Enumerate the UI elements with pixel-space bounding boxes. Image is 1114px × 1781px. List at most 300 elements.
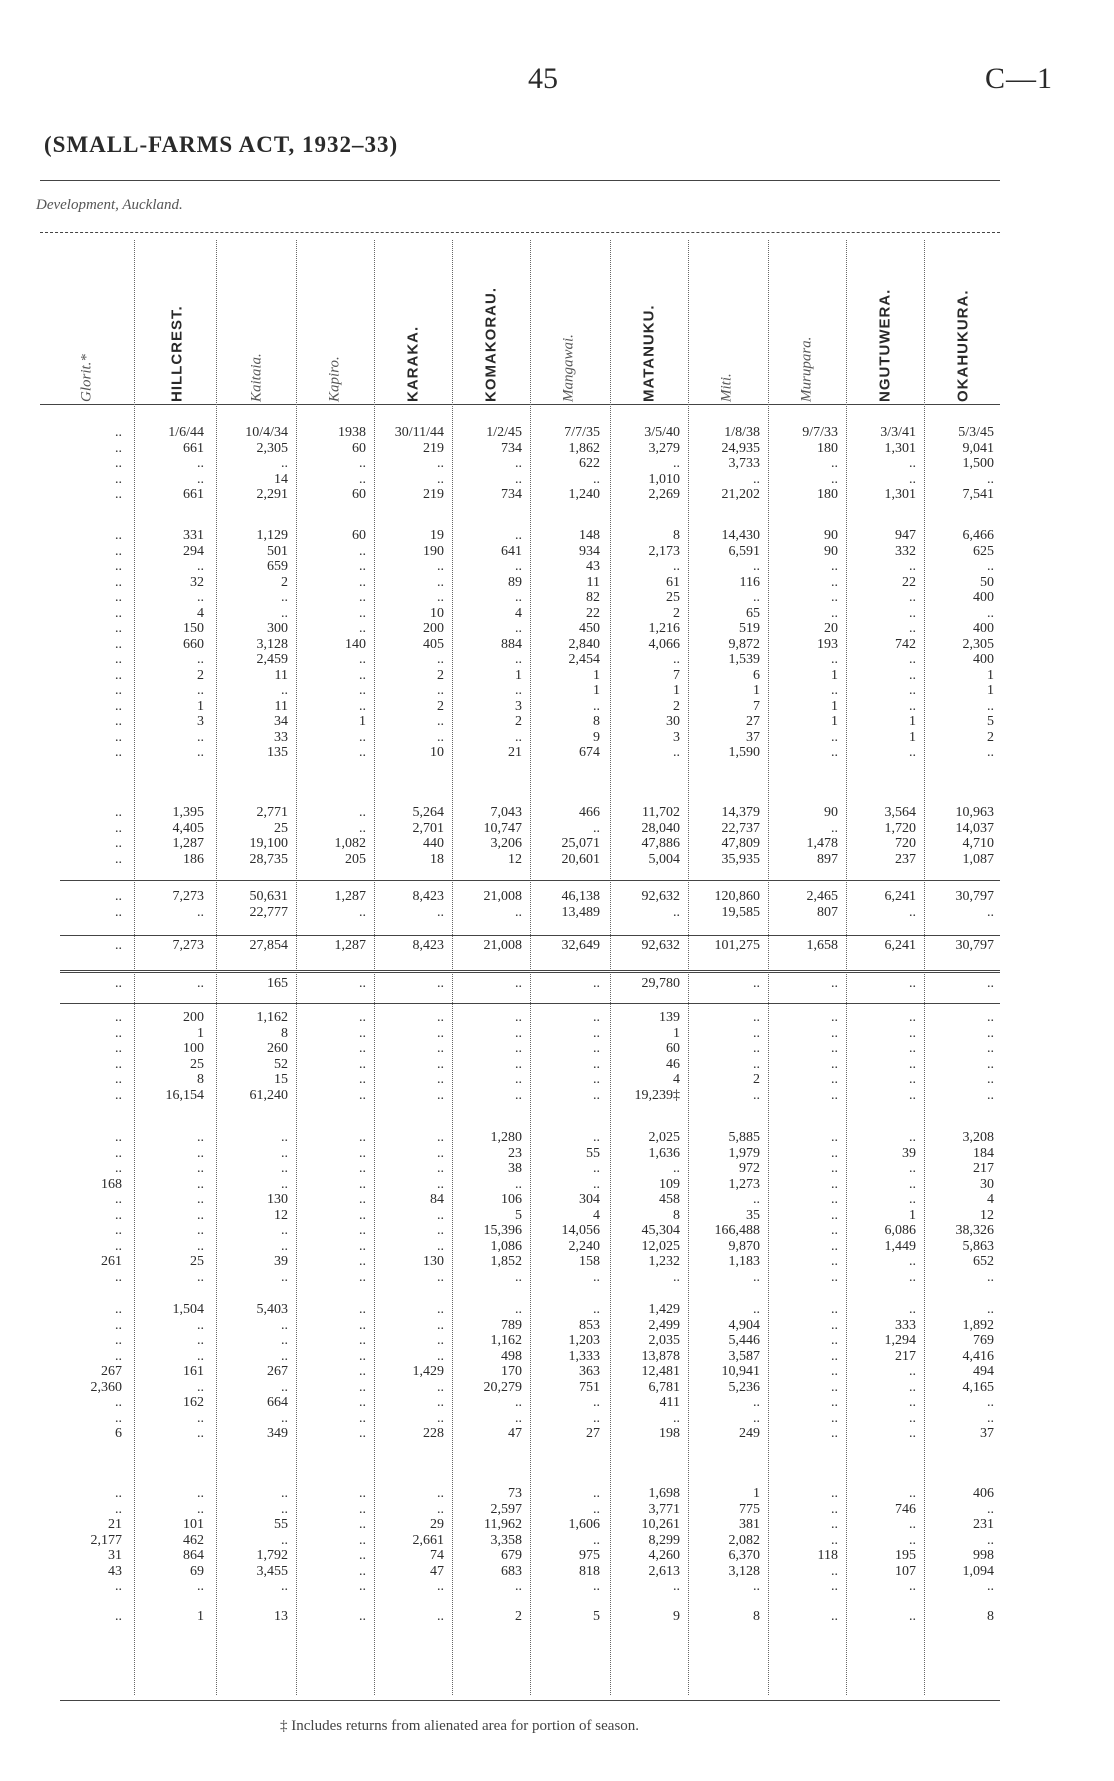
table-cell: 1,636 [648,1145,680,1161]
table-cell: .. [987,1056,994,1072]
table-cell: .. [197,1426,204,1441]
table-cell: .. [281,1532,288,1548]
table-cell: .. [515,1025,522,1041]
table-cell: .. [593,1410,600,1426]
table-cell: .. [359,1025,366,1041]
table-cell: .. [753,1410,760,1426]
table-cell: 14,379 [721,805,760,820]
table-cell: 1 [831,667,838,683]
table-cell: 2,597 [490,1501,522,1517]
column-heading-label: Glorit.* [78,354,95,402]
table-cell: .. [909,1041,916,1056]
table-cell: .. [831,1176,838,1192]
table-cell: 13,489 [561,904,600,920]
table-cell: 742 [895,636,916,652]
table-cell: .. [753,471,760,487]
table-cell: .. [359,1087,366,1103]
table-cell: .. [593,1161,600,1176]
table-cell: .. [831,1563,838,1579]
table-cell: .. [437,976,444,991]
table-cell: 148 [579,528,600,543]
table-cell: 4,260 [648,1548,680,1563]
table-cell: 5 [987,714,994,729]
table-cell: 120,860 [714,889,760,904]
table-cell: 8,299 [648,1532,680,1548]
table-cell: .. [831,1087,838,1103]
table-cell: .. [831,1041,838,1056]
table-cell: .. [437,714,444,729]
table-cell: .. [115,590,122,605]
table-cell: 8 [281,1025,288,1041]
table-cell: 46,138 [561,889,600,904]
table-cell: 193 [817,636,838,652]
table-cell: .. [359,1563,366,1579]
table-cell: 7,043 [490,805,522,820]
table-cell: .. [987,1302,994,1317]
table-cell: .. [909,605,916,621]
table-cell: 450 [579,621,600,636]
table-cell: 5,403 [256,1302,288,1317]
table-cell: 11,962 [484,1517,522,1532]
table-cell: .. [359,1379,366,1395]
table-cell: 884 [501,636,522,652]
table-cell: 24,935 [721,440,760,456]
table-cell: .. [359,574,366,590]
table-cell: 400 [973,590,994,605]
table-cell: 1,478 [806,836,838,851]
table-cell: 661 [183,487,204,502]
table-cell: 458 [659,1192,680,1207]
table-cell: .. [197,745,204,760]
table-cell: .. [115,889,122,904]
table-cell: .. [115,1302,122,1317]
table-cell: 47 [430,1563,444,1579]
table-cell: 28,735 [249,851,288,867]
table-cell: .. [359,1302,366,1317]
table-cell: .. [281,1238,288,1254]
table-cell: .. [909,1254,916,1269]
table-cell: 1 [909,714,916,729]
table-cell: 6,466 [962,528,994,543]
table-cell: .. [909,904,916,920]
table-cell: 92,632 [641,938,680,953]
column-heading [220,222,294,402]
table-cell: .. [909,745,916,760]
table-cell: .. [831,1161,838,1176]
table-cell: .. [515,1176,522,1192]
table-cell: .. [359,820,366,836]
page-reference: C—1 [985,62,1054,95]
table-cell: 13 [274,1609,288,1624]
table-cell: .. [281,1348,288,1364]
table-cell: .. [753,590,760,605]
table-cell: 28,040 [641,820,680,836]
table-cell: .. [437,1379,444,1395]
table-cell: .. [909,1025,916,1041]
table-cell: 1/6/44 [168,425,204,440]
table-cell: 9 [593,729,600,745]
table-cell: .. [909,1269,916,1285]
table-cell: 6,241 [884,938,916,953]
table-cell: .. [115,1348,122,1364]
total-rule [60,970,1000,973]
table-cell: .. [515,621,522,636]
table-cell: 10 [430,605,444,621]
header-bottom-rule [40,404,1000,405]
table-cell: 15 [274,1072,288,1087]
table-cell: 1,287 [334,938,366,953]
table-cell: 1,082 [334,836,366,851]
table-cell: .. [753,1192,760,1207]
table-cell: 162 [183,1395,204,1410]
table-cell: .. [831,1145,838,1161]
table-cell: .. [831,1238,838,1254]
column-heading [298,222,372,402]
table-cell: .. [909,1302,916,1317]
table-cell: 90 [824,543,838,559]
table-cell: .. [359,1161,366,1176]
table-cell: .. [673,1161,680,1176]
table-cell: 998 [973,1548,994,1563]
table-cell: 19,100 [249,836,288,851]
table-cell: 158 [579,1254,600,1269]
table-cell: .. [831,1501,838,1517]
table-cell: .. [197,1317,204,1333]
table-cell: .. [437,729,444,745]
table-cell: .. [359,1238,366,1254]
table-cell: 1,892 [962,1317,994,1333]
table-cell: 6,370 [728,1548,760,1563]
table-cell: .. [437,1025,444,1041]
table-cell: 25 [190,1056,204,1072]
table-cell: .. [115,1609,122,1624]
table-cell: 405 [423,636,444,652]
table-cell: 679 [501,1548,522,1563]
table-cell: 186 [183,851,204,867]
table-cell: 1/2/45 [486,425,522,440]
table-cell: 2 [753,1072,760,1087]
column-heading-label: Miti. [718,373,735,402]
table-cell: .. [909,471,916,487]
table-cell: .. [359,976,366,991]
table-cell: 3,206 [490,836,522,851]
table-cell: .. [359,1532,366,1548]
table-cell: 3,564 [884,805,916,820]
table-cell: .. [359,745,366,760]
table-cell: 260 [267,1041,288,1056]
table-cell: .. [197,729,204,745]
table-cell: .. [831,1579,838,1594]
table-cell: 45,304 [641,1223,680,1238]
table-cell: 7,273 [172,938,204,953]
table-cell: .. [753,1579,760,1594]
table-cell: .. [909,1532,916,1548]
table-cell: 9,041 [962,440,994,456]
table-cell: 27 [746,714,760,729]
table-cell: .. [831,1426,838,1441]
table-cell: 1 [831,714,838,729]
table-cell: 1 [987,667,994,683]
total-rule [60,880,1000,881]
table-cell: 1,287 [334,889,366,904]
table-cell: .. [359,1269,366,1285]
table-cell: 5,264 [412,805,444,820]
table-cell: 4 [593,1207,600,1223]
table-cell: .. [909,590,916,605]
table-cell: .. [115,1317,122,1333]
table-cell: .. [359,1501,366,1517]
table-cell: 3,208 [962,1130,994,1145]
table-cell: 219 [423,487,444,502]
column-heading-label: HILLCREST. [168,305,186,402]
table-cell: .. [115,1130,122,1145]
table-cell: 11 [274,667,288,683]
table-cell: 2,177 [90,1532,122,1548]
table-cell: .. [359,1548,366,1563]
table-cell: 170 [501,1364,522,1379]
table-cell: .. [197,652,204,667]
table-cell: 674 [579,745,600,760]
table-cell: .. [281,1269,288,1285]
table-cell: .. [115,1410,122,1426]
table-cell: .. [593,1486,600,1501]
table-cell: .. [115,683,122,698]
table-cell: .. [831,1207,838,1223]
table-cell: 1,395 [172,805,204,820]
table-cell: .. [197,1579,204,1594]
table-cell: .. [987,1410,994,1426]
table-cell: .. [987,1010,994,1025]
table-cell: 1,852 [490,1254,522,1269]
table-cell: 4 [197,605,204,621]
table-cell: .. [437,652,444,667]
table-cell: .. [115,1087,122,1103]
column-heading-label: KOMAKORAU. [482,287,500,402]
table-cell: 1,500 [962,456,994,471]
table-cell: 135 [267,745,288,760]
table-cell: 118 [817,1548,838,1563]
column-separator [134,240,135,1695]
table-cell: .. [359,1486,366,1501]
table-cell: 332 [895,543,916,559]
table-cell: .. [359,1145,366,1161]
column-separator [924,240,925,1695]
table-cell: .. [359,1010,366,1025]
table-cell: .. [909,1579,916,1594]
column-heading-label: OKAHUKURA. [954,289,972,402]
table-cell: .. [673,904,680,920]
column-separator [688,240,689,1695]
column-heading [770,222,844,402]
table-cell: 789 [501,1317,522,1333]
table-cell: 21,008 [483,889,522,904]
table-cell: .. [831,1517,838,1532]
table-cell: 5 [515,1207,522,1223]
table-cell: 972 [739,1161,760,1176]
table-cell: 1,590 [728,745,760,760]
table-cell: 1,539 [728,652,760,667]
table-cell: .. [281,1501,288,1517]
table-cell: 74 [430,1548,444,1563]
table-cell: 19,585 [721,904,760,920]
table-cell: .. [437,590,444,605]
table-cell: .. [437,1302,444,1317]
table-cell: .. [359,471,366,487]
table-cell: .. [593,1176,600,1192]
table-cell: .. [115,425,122,440]
table-cell: .. [197,1501,204,1517]
table-cell: .. [987,904,994,920]
table-cell: .. [115,652,122,667]
table-cell: .. [831,456,838,471]
table-cell: 1 [753,683,760,698]
table-cell: 217 [895,1348,916,1364]
table-cell: 22 [902,574,916,590]
column-heading [454,222,528,402]
table-cell: 625 [973,543,994,559]
table-cell: 349 [267,1426,288,1441]
table-cell: 2 [515,1609,522,1624]
table-cell: 2 [515,714,522,729]
table-cell: .. [115,1269,122,1285]
table-cell: .. [909,698,916,714]
table-cell: 3,279 [648,440,680,456]
table-cell: 219 [423,440,444,456]
table-cell: 4,710 [962,836,994,851]
table-cell: .. [593,1056,600,1072]
table-cell: 8 [753,1609,760,1624]
table-cell: .. [909,976,916,991]
table-cell: .. [831,1056,838,1072]
table-cell: .. [437,1176,444,1192]
table-cell: 37 [746,729,760,745]
footnote: ‡ Includes returns from alienated area for portion of season. [280,1718,640,1734]
table-cell: 92,632 [641,889,680,904]
table-cell: .. [437,1333,444,1348]
table-cell: 751 [579,1379,600,1395]
table-cell: .. [753,1395,760,1410]
table-cell: .. [593,1130,600,1145]
table-cell: .. [909,652,916,667]
table-cell: .. [359,1130,366,1145]
table-cell: 5,885 [728,1130,760,1145]
table-cell: 1 [593,667,600,683]
table-cell: 4 [987,1192,994,1207]
table-cell: .. [593,820,600,836]
table-cell: .. [197,1333,204,1348]
table-cell: 1 [197,698,204,714]
table-cell: .. [197,471,204,487]
table-cell: .. [987,1501,994,1517]
table-cell: 34 [274,714,288,729]
table-cell: .. [593,1269,600,1285]
table-cell: 10,261 [641,1517,680,1532]
table-cell: 6,781 [648,1379,680,1395]
table-cell: 55 [274,1517,288,1532]
table-cell: .. [281,1486,288,1501]
column-heading [848,222,922,402]
table-cell: 9,872 [728,636,760,652]
table-cell: 21 [108,1517,122,1532]
table-cell: .. [515,1056,522,1072]
table-cell: .. [515,976,522,991]
table-cell: 2,499 [648,1317,680,1333]
table-cell: 15,396 [483,1223,522,1238]
table-cell: 10,747 [483,820,522,836]
table-cell: .. [359,605,366,621]
table-cell: .. [909,559,916,574]
column-heading [690,222,764,402]
table-cell: .. [115,543,122,559]
table-cell: 50,631 [249,889,288,904]
table-cell: .. [593,1395,600,1410]
table-cell: 1,862 [568,440,600,456]
table-cell: 2,771 [256,805,288,820]
table-cell: 18 [430,851,444,867]
table-cell: .. [909,667,916,683]
table-cell: .. [515,528,522,543]
table-cell: .. [281,590,288,605]
table-cell: 109 [659,1176,680,1192]
table-cell: 20,279 [483,1379,522,1395]
table-cell: .. [115,1579,122,1594]
table-cell: 1 [515,667,522,683]
table-cell: .. [437,904,444,920]
table-cell: .. [593,1072,600,1087]
table-cell: 1,280 [490,1130,522,1145]
table-cell: .. [437,1609,444,1624]
table-cell: 29 [430,1517,444,1532]
column-separator [768,240,769,1695]
table-cell: 9 [673,1609,680,1624]
table-cell: .. [593,1025,600,1041]
table-cell: .. [515,904,522,920]
table-cell: .. [831,745,838,760]
table-cell: .. [197,1223,204,1238]
table-cell: .. [359,667,366,683]
table-cell: .. [437,471,444,487]
table-cell: 3 [515,698,522,714]
table-cell: .. [115,1395,122,1410]
table-cell: 1,162 [256,1010,288,1025]
table-cell: .. [831,605,838,621]
table-cell: 2,465 [806,889,838,904]
table-cell: .. [987,559,994,574]
table-cell: 25,071 [561,836,600,851]
table-cell: .. [831,1333,838,1348]
table-cell: .. [359,1072,366,1087]
table-cell: 1,087 [962,851,994,867]
table-cell: 180 [817,440,838,456]
table-cell: .. [673,1579,680,1594]
table-cell: 38,326 [955,1223,994,1238]
table-cell: 1,232 [648,1254,680,1269]
table-cell: .. [831,1254,838,1269]
table-cell: .. [359,698,366,714]
table-cell: .. [359,1410,366,1426]
table-cell: 33 [274,729,288,745]
table-cell: .. [359,805,366,820]
table-cell: .. [753,1041,760,1056]
table-cell: 60 [352,487,366,502]
table-cell: 200 [423,621,444,636]
table-cell: .. [115,904,122,920]
table-cell: 897 [817,851,838,867]
table-cell: 769 [973,1333,994,1348]
table-cell: .. [115,1333,122,1348]
table-cell: 10,941 [721,1364,760,1379]
table-cell: 5,863 [962,1238,994,1254]
